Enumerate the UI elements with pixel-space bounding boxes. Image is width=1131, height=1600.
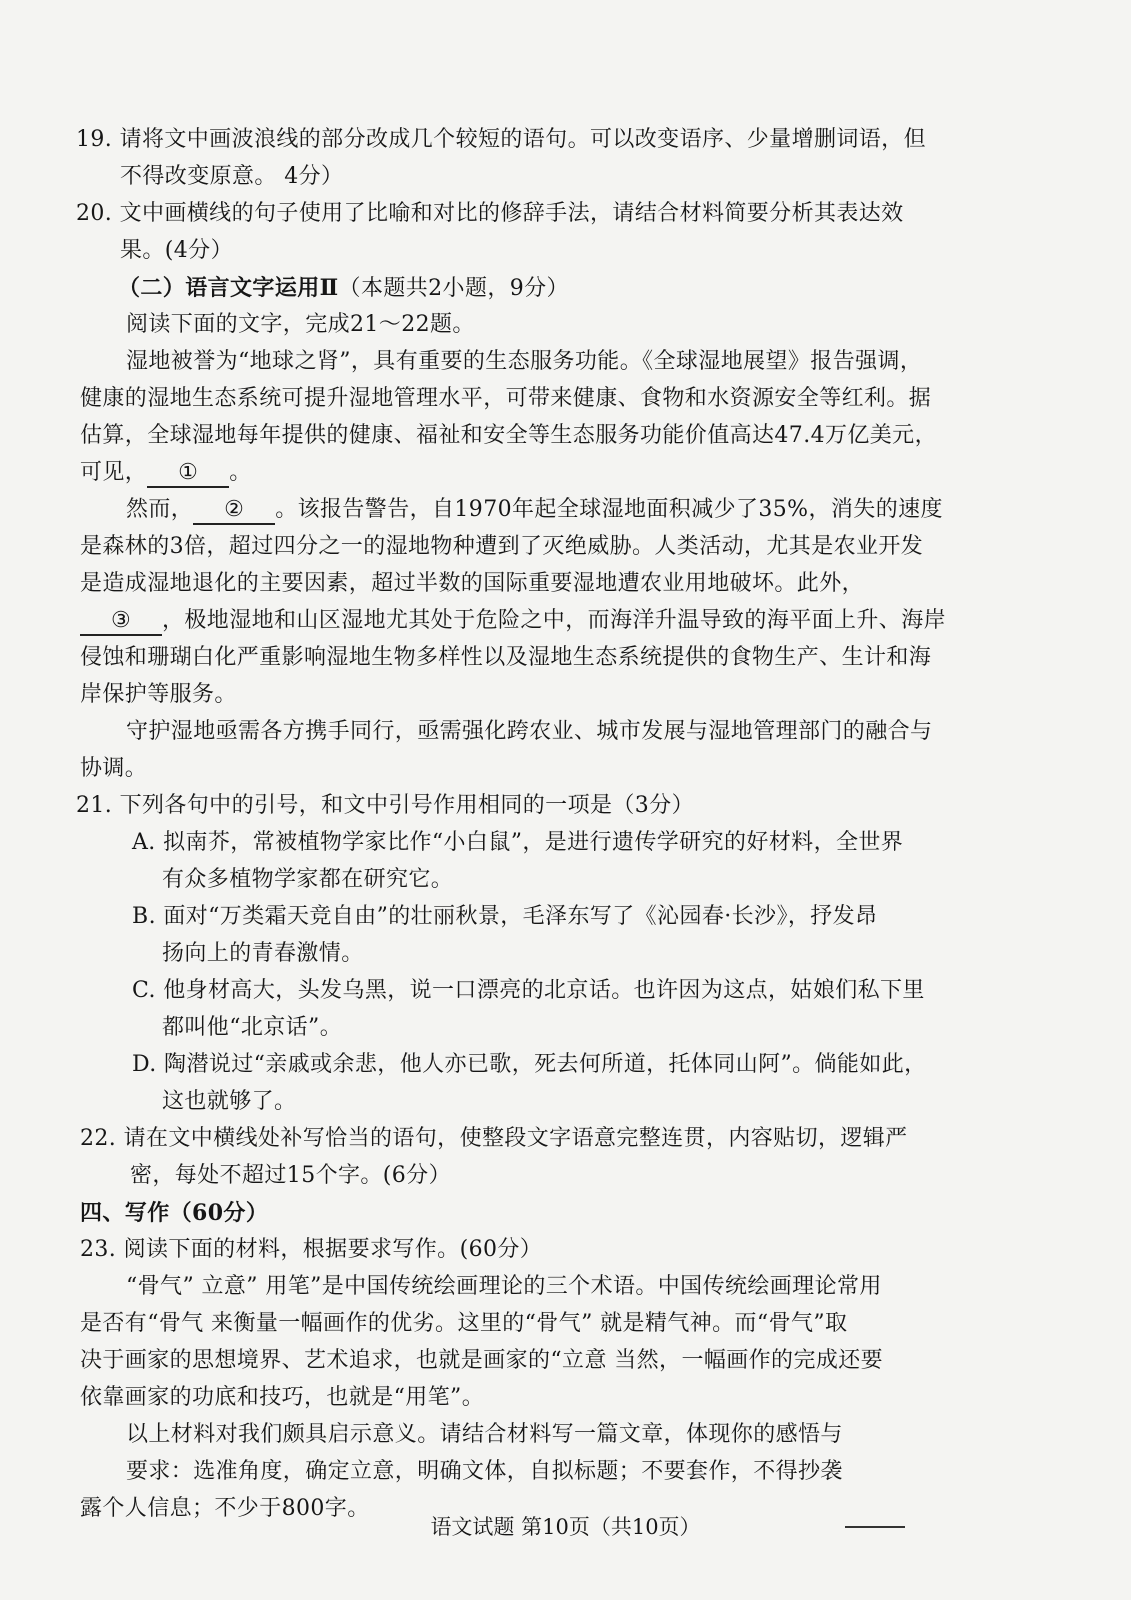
passage-p2-line-2: 是森林的3倍，超过四分之一的湿地物种遭到了灭绝威胁。人类活动，尤其是农业开发 <box>80 534 924 559</box>
page-footer: 语文试题 第10页（共10页） <box>430 1515 701 1539</box>
section-2-intro: 阅读下面的文字，完成21～22题。 <box>126 312 475 337</box>
blank-3: ③ <box>80 608 162 636</box>
passage-p2-line-3: 是造成湿地退化的主要因素，超过半数的国际重要湿地遭农业用地破坏。此外， <box>80 571 865 596</box>
q23-stem: 23. 阅读下面的材料，根据要求写作。(60分） <box>80 1237 543 1262</box>
passage-p2-line-6: 岸保护等服务。 <box>80 682 237 707</box>
passage-p2-line-4 <box>80 606 946 636</box>
q22-line-1: 22. 请在文中横线处补写恰当的语句，使整段文字语意完整连贯，内容贴切，逻辑严 <box>80 1126 908 1151</box>
q22-line-2: 密，每处不超过15个字。(6分） <box>130 1163 451 1188</box>
q20-line-1: 20. 文中画横线的句子使用了比喻和对比的修辞手法，请结合材料简要分析其表达效 <box>76 201 904 226</box>
q19-line-1: 19. 请将文中画波浪线的部分改成几个较短的语句。可以改变语序、少量增删词语，但 <box>76 127 926 152</box>
section-4-heading: 四、写作（60分） <box>80 1200 269 1226</box>
passage-p2-line-5: 侵蚀和珊瑚白化严重影响湿地生物多样性以及湿地生态系统提供的食物生产、生计和海 <box>80 645 932 670</box>
passage-p1-line-4-post: 。 <box>229 460 252 485</box>
q21-option-d-line-2: 这也就够了。 <box>162 1089 297 1114</box>
section-2-note: （本题共2小题，9分） <box>338 276 569 301</box>
q23-material-line-3: 决于画家的思想境界、艺术追求，也就是画家的“立意 当然，一幅画作的完成还要 <box>80 1348 884 1373</box>
footer-dash-mark <box>845 1526 905 1528</box>
passage-p3-line-1: 守护湿地亟需各方携手同行，亟需强化跨农业、城市发展与湿地管理部门的融合与 <box>126 719 933 744</box>
q19-line-2: 不得改变原意。 4分） <box>120 164 344 189</box>
q21-option-a-line-2: 有众多植物学家都在研究它。 <box>162 867 454 892</box>
q23-material-line-2: 是否有“骨气 来衡量一幅画作的优劣。这里的“骨气” 就是精气神。而“骨气”取 <box>80 1311 848 1336</box>
q23-requirements-line-2: 露个人信息；不少于800字。 <box>80 1496 370 1521</box>
passage-p1-line-4 <box>80 458 252 488</box>
q21-stem: 21. 下列各句中的引号，和文中引号作用相同的一项是（3分） <box>76 793 694 818</box>
passage-p3-line-2: 协调。 <box>80 756 148 781</box>
passage-p1-line-1: 湿地被誉为“地球之肾”，具有重要的生态服务功能。《全球湿地展望》报告强调， <box>126 349 923 374</box>
q20-line-2: 果。(4分） <box>120 238 233 263</box>
passage-p2-line-1-pre: 然而， <box>126 497 194 522</box>
q23-material-line-5: 以上材料对我们颇具启示意义。请结合材料写一篇文章，体现你的感悟与 <box>126 1422 843 1447</box>
q23-material-line-4: 依靠画家的功底和技巧，也就是“用笔”。 <box>80 1385 485 1410</box>
q21-option-c-line-2: 都叫他“北京话”。 <box>162 1015 343 1040</box>
q21-option-c-line-1: C. 他身材高大，头发乌黑，说一口漂亮的北京话。也许因为这点，姑娘们私下里 <box>132 978 925 1003</box>
q23-material-line-1: “骨气” 立意” 用笔”是中国传统绘画理论的三个术语。中国传统绘画理论常用 <box>126 1274 882 1299</box>
passage-p2-line-1 <box>126 495 943 525</box>
section-2-title: （二）语言文字运用Ⅱ <box>118 275 339 301</box>
passage-p2-line-4-post: ，极地湿地和山区湿地尤其处于危险之中，而海洋升温导致的海平面上升、海岸 <box>162 608 947 633</box>
q23-requirements-line-1: 要求：选准角度，确定立意，明确文体，自拟标题；不要套作，不得抄袭 <box>126 1459 843 1484</box>
passage-p2-line-1-post: 。该报告警告，自1970年起全球湿地面积减少了35%，消失的速度 <box>275 497 943 522</box>
passage-p1-line-4-pre: 可见， <box>80 460 148 485</box>
section-2-heading <box>118 273 569 304</box>
blank-2: ② <box>193 497 275 525</box>
passage-p1-line-2: 健康的湿地生态系统可提升湿地管理水平，可带来健康、食物和水资源安全等红利。据 <box>80 386 932 411</box>
q21-option-b-line-2: 扬向上的青春激情。 <box>162 941 364 966</box>
q21-option-b-line-1: B. 面对“万类霜天竞自由”的壮丽秋景，毛泽东写了《沁园春·长沙》，抒发昂 <box>132 904 878 929</box>
blank-1: ① <box>147 460 229 488</box>
q21-option-a-line-1: A. 拟南芥，常被植物学家比作“小白鼠”，是进行遗传学研究的好材料，全世界 <box>132 830 904 855</box>
passage-p1-line-3: 估算，全球湿地每年提供的健康、福祉和安全等生态服务功能价值高达47.4万亿美元， <box>80 423 937 448</box>
q21-option-d-line-1: D. 陶潜说过“亲戚或余悲，他人亦已歌，死去何所道，托体同山阿”。倘能如此， <box>132 1052 927 1077</box>
